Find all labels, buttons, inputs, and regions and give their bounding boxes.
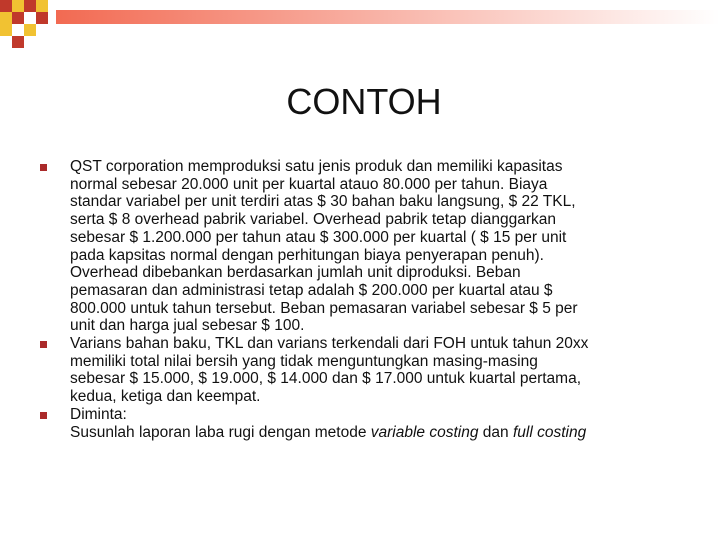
bullet-1-line-6: pada kapsitas normal dengan perhitungan biaya penyerapan penuh). xyxy=(70,246,544,264)
task-instruction xyxy=(70,424,680,442)
bullet-item-variances xyxy=(40,335,680,406)
bullet-1-line-9: 800.000 untuk tahun tersebut. Beban pemasaran variabel sebesar $ 5 per xyxy=(70,299,578,317)
bullet-square-icon xyxy=(40,164,47,171)
bullet-2-line-2: memiliki total nilai bersih yang tidak menguntungkan masing-masing xyxy=(70,352,538,370)
bullet-1-line-4: serta $ 8 overhead pabrik variabel. Overhead pabrik tetap dianggarkan xyxy=(70,211,556,229)
bullet-2-line-1: Varians bahan baku, TKL dan varians terkendali dari FOH untuk tahun 20xx xyxy=(70,335,589,353)
bullet-1-line-5: sebesar $ 1.200.000 per tahun atau $ 300.000 per kuartal ( $ 15 per unit xyxy=(70,228,567,246)
task-instruction-prefix: Susunlah laporan laba rugi dengan metode xyxy=(70,423,371,441)
term-variable-costing: variable costing xyxy=(370,423,479,441)
task-instruction-middle: dan xyxy=(478,423,513,441)
deco-square-red-1 xyxy=(0,0,12,12)
bullet-1-line-3: standar variabel per unit terdiri atas $ 30 bahan baku langsung, $ 22 TKL, xyxy=(70,193,576,211)
deco-square-red-2 xyxy=(24,0,36,12)
deco-square-yellow-2 xyxy=(36,0,48,12)
deco-square-red-3 xyxy=(12,12,24,24)
bullet-1-line-2: normal sebesar 20.000 unit per kuartal atauo 80.000 per tahun. Biaya xyxy=(70,175,548,193)
bullet-list xyxy=(40,158,680,441)
deco-square-red-4 xyxy=(36,12,48,24)
bullet-3-line-1: Diminta: xyxy=(70,405,127,423)
bullet-1-line-8: pemasaran dan administrasi tetap adalah $ 200.000 per kuartal atau $ xyxy=(70,281,553,299)
deco-square-yellow-1 xyxy=(12,0,24,12)
deco-square-yellow-4 xyxy=(24,24,36,36)
term-full-costing: full costing xyxy=(512,423,587,441)
bullet-item-task xyxy=(40,406,680,441)
deco-square-yellow-3 xyxy=(0,12,12,24)
bullet-2-line-3: sebesar $ 15.000, $ 19.000, $ 14.000 dan $ 17.000 untuk kuartal pertama, xyxy=(70,370,582,388)
deco-square-red-5 xyxy=(12,36,24,48)
bullet-item-problem xyxy=(40,158,680,335)
bullet-square-icon xyxy=(40,341,47,348)
slide-title: CONTOH xyxy=(286,81,442,122)
deco-square-yellow-5 xyxy=(0,24,12,36)
header-gradient-bar xyxy=(56,10,720,24)
bullet-1-line-7: Overhead dibebankan berdasarkan jumlah unit diproduksi. Beban xyxy=(70,264,521,282)
bullet-1-line-10: unit dan harga jual sebesar $ 100. xyxy=(70,317,305,335)
header-decoration xyxy=(0,0,720,50)
bullet-1-line-1: QST corporation memproduksi satu jenis produk dan memiliki kapasitas xyxy=(70,158,563,175)
bullet-square-icon xyxy=(40,412,47,419)
bullet-2-line-4: kedua, ketiga dan keempat. xyxy=(70,388,261,406)
